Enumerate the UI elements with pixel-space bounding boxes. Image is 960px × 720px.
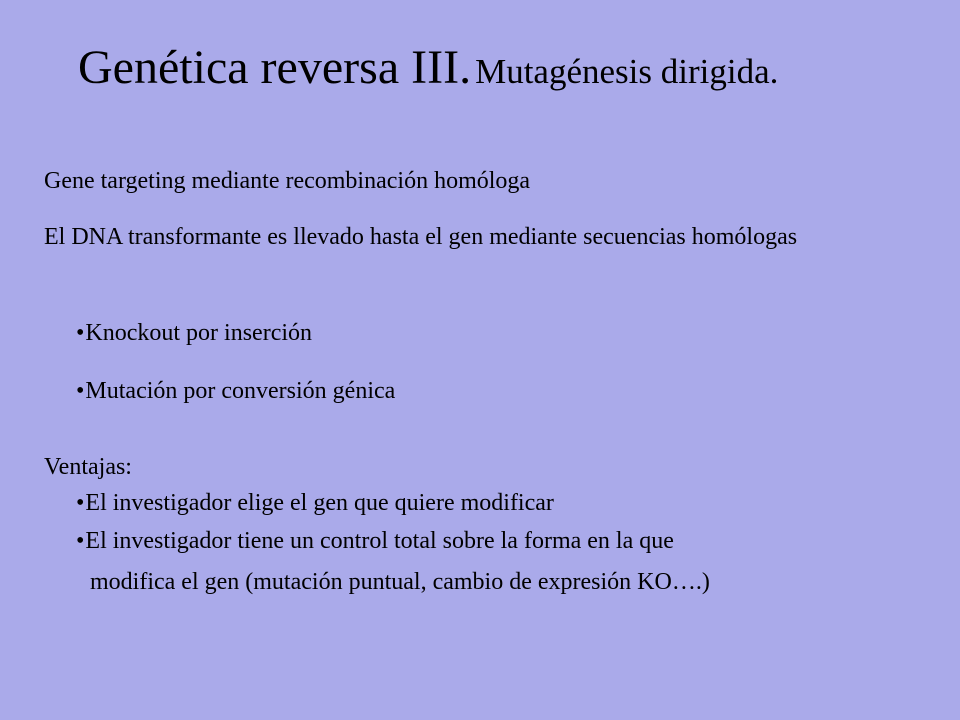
bullet-item-knockout: [76, 318, 916, 348]
paragraph-gene-targeting: Gene targeting mediante recombinación homóloga: [44, 168, 531, 194]
bullet-icon: •: [76, 378, 85, 404]
advantage-item-control-total-continuation: modifica el gen (mutación puntual, cambio de expresión KO….): [90, 569, 710, 595]
paragraph-dna-transformante: El DNA transformante es llevado hasta el gen mediante secuencias homólogas: [44, 224, 798, 250]
bullet-icon: •: [76, 490, 85, 516]
bullet-icon: •: [76, 320, 85, 346]
bullet-text: Knockout por inserción: [85, 320, 313, 346]
advantages-heading: Ventajas:: [44, 454, 132, 480]
bullet-item-mutacion: [76, 376, 916, 406]
advantage-item-elige-gen: [76, 488, 916, 518]
title-main: Genética reversa III.: [78, 41, 472, 94]
bullet-text: Mutación por conversión génica: [85, 378, 396, 404]
bullet-text: El investigador tiene un control total sobre la forma en la que: [85, 528, 674, 554]
bullet-icon: •: [76, 528, 85, 554]
bullet-text: El investigador elige el gen que quiere modificar: [85, 490, 554, 516]
title-subtitle: Mutagénesis dirigida.: [475, 52, 779, 91]
slide-title: [78, 40, 938, 95]
advantage-item-control-total: [76, 526, 922, 556]
